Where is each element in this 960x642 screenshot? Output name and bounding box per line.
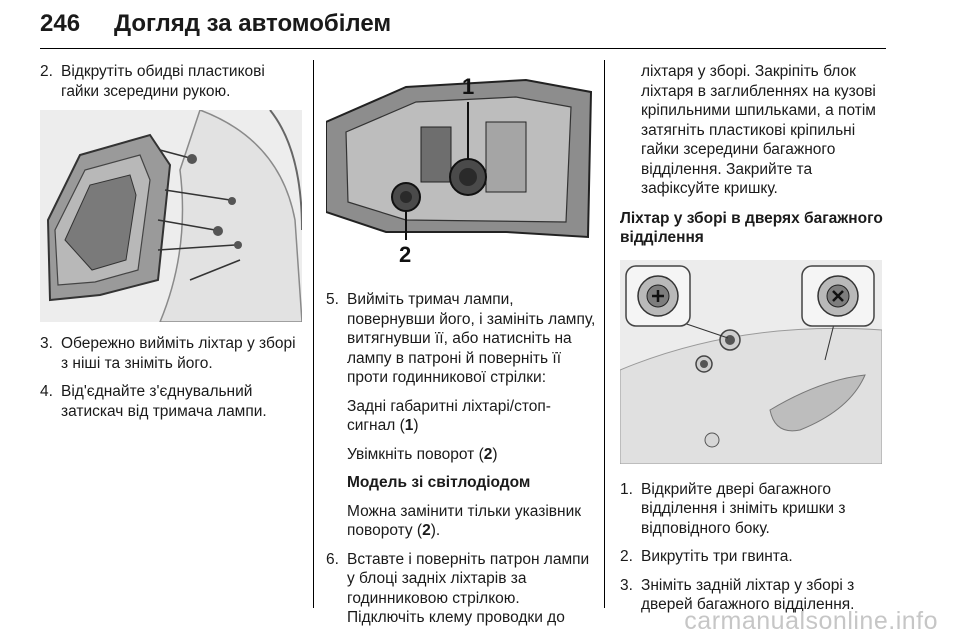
- figure-label-2: 2: [399, 242, 412, 267]
- led-model-note: [347, 502, 596, 541]
- watermark: carmanualsonline.info: [684, 607, 938, 635]
- step-number: 4.: [40, 383, 53, 400]
- figure-label-1: 1: [462, 74, 475, 99]
- step-text: Вийміть тримач лампи, повернувши його, і замініть лампу, витягнувши її, або натисніть на лампу в патроні й поверніть її проти годинникової стрілки:: [347, 291, 596, 386]
- step-text: Викрутіть три гвинта.: [641, 548, 793, 565]
- step-text: Від'єднайте з'єднувальний затискач від тримача лампи.: [61, 383, 267, 420]
- ref-number: 1: [404, 417, 414, 434]
- step-number: 3.: [40, 335, 53, 352]
- figure-tailgate-screws: [620, 260, 882, 464]
- column-middle: [326, 62, 596, 637]
- step-text: Вставте і поверніть патрон лампи у блоці задніх ліхтарів за годинниковою стрілкою. Підключіть клему проводки до: [347, 550, 590, 626]
- page-title: Догляд за автомобілем: [114, 10, 392, 37]
- step-4: [40, 382, 302, 421]
- step-5: [326, 290, 596, 388]
- header-rule: [40, 48, 886, 49]
- step-number: 1.: [620, 480, 633, 498]
- page-number: 246: [40, 10, 81, 37]
- para-close: ): [413, 417, 419, 434]
- step-3: [40, 334, 302, 373]
- step-number: 6.: [326, 550, 339, 568]
- para-close: ): [492, 445, 498, 463]
- step-text: Відкрийте двері багажного відділення і зніміть кришки з відповідного боку.: [641, 480, 846, 537]
- step-6-continuation: ліхтаря у зборі. Закріпіть блок ліхтаря в заглибленнях на кузові кріпильними шпильками, а потім затягніть пластикові кріпильні гайки зсередини багажного відділення. Закрийте та зафіксуйте кришку.: [641, 63, 876, 197]
- ref-number: 2: [483, 445, 493, 463]
- column-right: [620, 62, 888, 624]
- step-number: 2.: [620, 548, 633, 565]
- para-text: Увімкніть поворот (: [347, 445, 484, 463]
- step-text: Відкрутіть обидві пластикові гайки зсередини рукою.: [61, 63, 265, 100]
- led-model-label: Модель зі світлодіодом: [347, 474, 531, 491]
- step-number: 2.: [40, 63, 53, 80]
- page-header: [40, 10, 886, 50]
- step-2: [40, 62, 302, 101]
- figure-lamp-holder: [326, 62, 596, 274]
- para-text: Можна замінити тільки указівник повороту (: [347, 502, 582, 539]
- step-6: [326, 550, 596, 628]
- led-model-heading: [347, 473, 596, 493]
- para-text: Задні габаритні ліхтарі/стоп-сигнал (: [347, 397, 551, 434]
- step-text: Обережно вийміть ліхтар у зборі з ніші та зніміть його.: [61, 335, 296, 372]
- bulb-tail-brake: [347, 397, 596, 436]
- step-text: Зніміть задній ліхтар у зборі з дверей багажного відділення.: [641, 576, 855, 613]
- step-number: 5.: [326, 291, 339, 308]
- figure-lamp-nuts: [40, 110, 302, 322]
- column-divider-right: [604, 60, 605, 608]
- section-heading: Ліхтар у зборі в дверях багажного відділення: [620, 209, 883, 246]
- tailgate-step-2: [620, 547, 888, 567]
- ref-number: 2: [422, 522, 431, 539]
- column-divider-left: [313, 60, 314, 608]
- para-close: ).: [430, 522, 441, 539]
- tailgate-step-1: [620, 480, 888, 539]
- column-left: [40, 62, 302, 430]
- bulb-turn-signal: [347, 445, 596, 465]
- step-number: 3.: [620, 576, 633, 594]
